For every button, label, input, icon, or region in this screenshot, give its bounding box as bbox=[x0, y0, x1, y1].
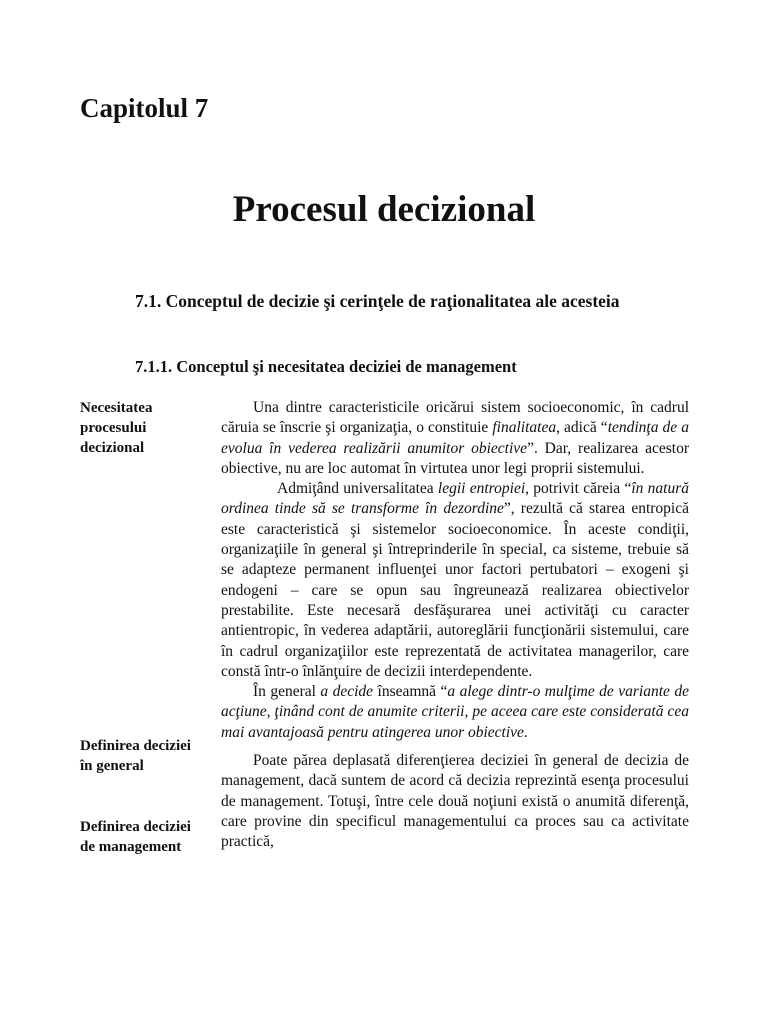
margin-note-decizia-management: Definirea deciziei de management bbox=[80, 819, 191, 855]
paragraph-finalitate: Una dintre caracteristicile oricărui sistem socioeconomic, în cadrul căruia se înscrie şi organizaţia, o constituie finalitatea, adică “tendinţa de a evolua în vederea realizării anumitor obiective”. Dar, realizarea acestor obiective, nu are loc automat în virtutea unor legi proprii sistemului. bbox=[221, 399, 690, 477]
body-text bbox=[221, 398, 689, 853]
paragraph-a-decide: În general a decide înseamnă “a alege dintr-o mulţime de variante de acţiune, ţinând cont de anumite criterii, pe aceea care este considerată cea mai avantajoasă pentru atingerea unor obiective. bbox=[221, 683, 689, 741]
chapter-label: Capitolul 7 bbox=[80, 93, 209, 123]
margin-note-necesitatea: Necesitatea procesului decizional bbox=[80, 400, 153, 456]
paragraph-entropie: Admiţând universalitatea legii entropiei, potrivit căreia “în natură ordinea tinde să se transforme în dezordine”, rezultă că starea entropică este caracteristică şi sistemelor socioeconomice. În aceste condiţii, organizaţiile în general şi întreprinderile în special, ca sisteme, trebuie să se adapteze permanent influenţei unor factori pertubatori – exogeni şi endogeni – care se opun sau îngreunează realizarea obiectivelor prestabilite. Este necesară desfăşurarea unei activităţi cu caracter antientropic, în vederea adaptării, autoreglării funcţionării sistemului, care în cadrul organizaţiilor este reprezentată de activitatea managerilor, care constă într-o înlănţuire de decizii interdependente. bbox=[221, 480, 690, 680]
subsection-heading: 7.1.1. Conceptul şi necesitatea deciziei de management bbox=[135, 357, 517, 376]
section-heading: 7.1. Conceptul de decizie şi cerinţele de raţionalitatea ale acesteia bbox=[135, 291, 620, 311]
margin-note-definirea-deciziei: Definirea deciziei în general bbox=[80, 738, 191, 774]
paragraph-decizia-management: Poate părea deplasată diferenţierea deciziei în general de decizia de management, dacă suntem de acord că decizia reprezintă esenţa procesului de management. Totuşi, între cele două noţiuni există o anumită diferenţă, care provine din specificul managementului ca proces sau ca activitate practică, bbox=[221, 752, 689, 851]
page-title: Procesul decizional bbox=[232, 189, 536, 230]
